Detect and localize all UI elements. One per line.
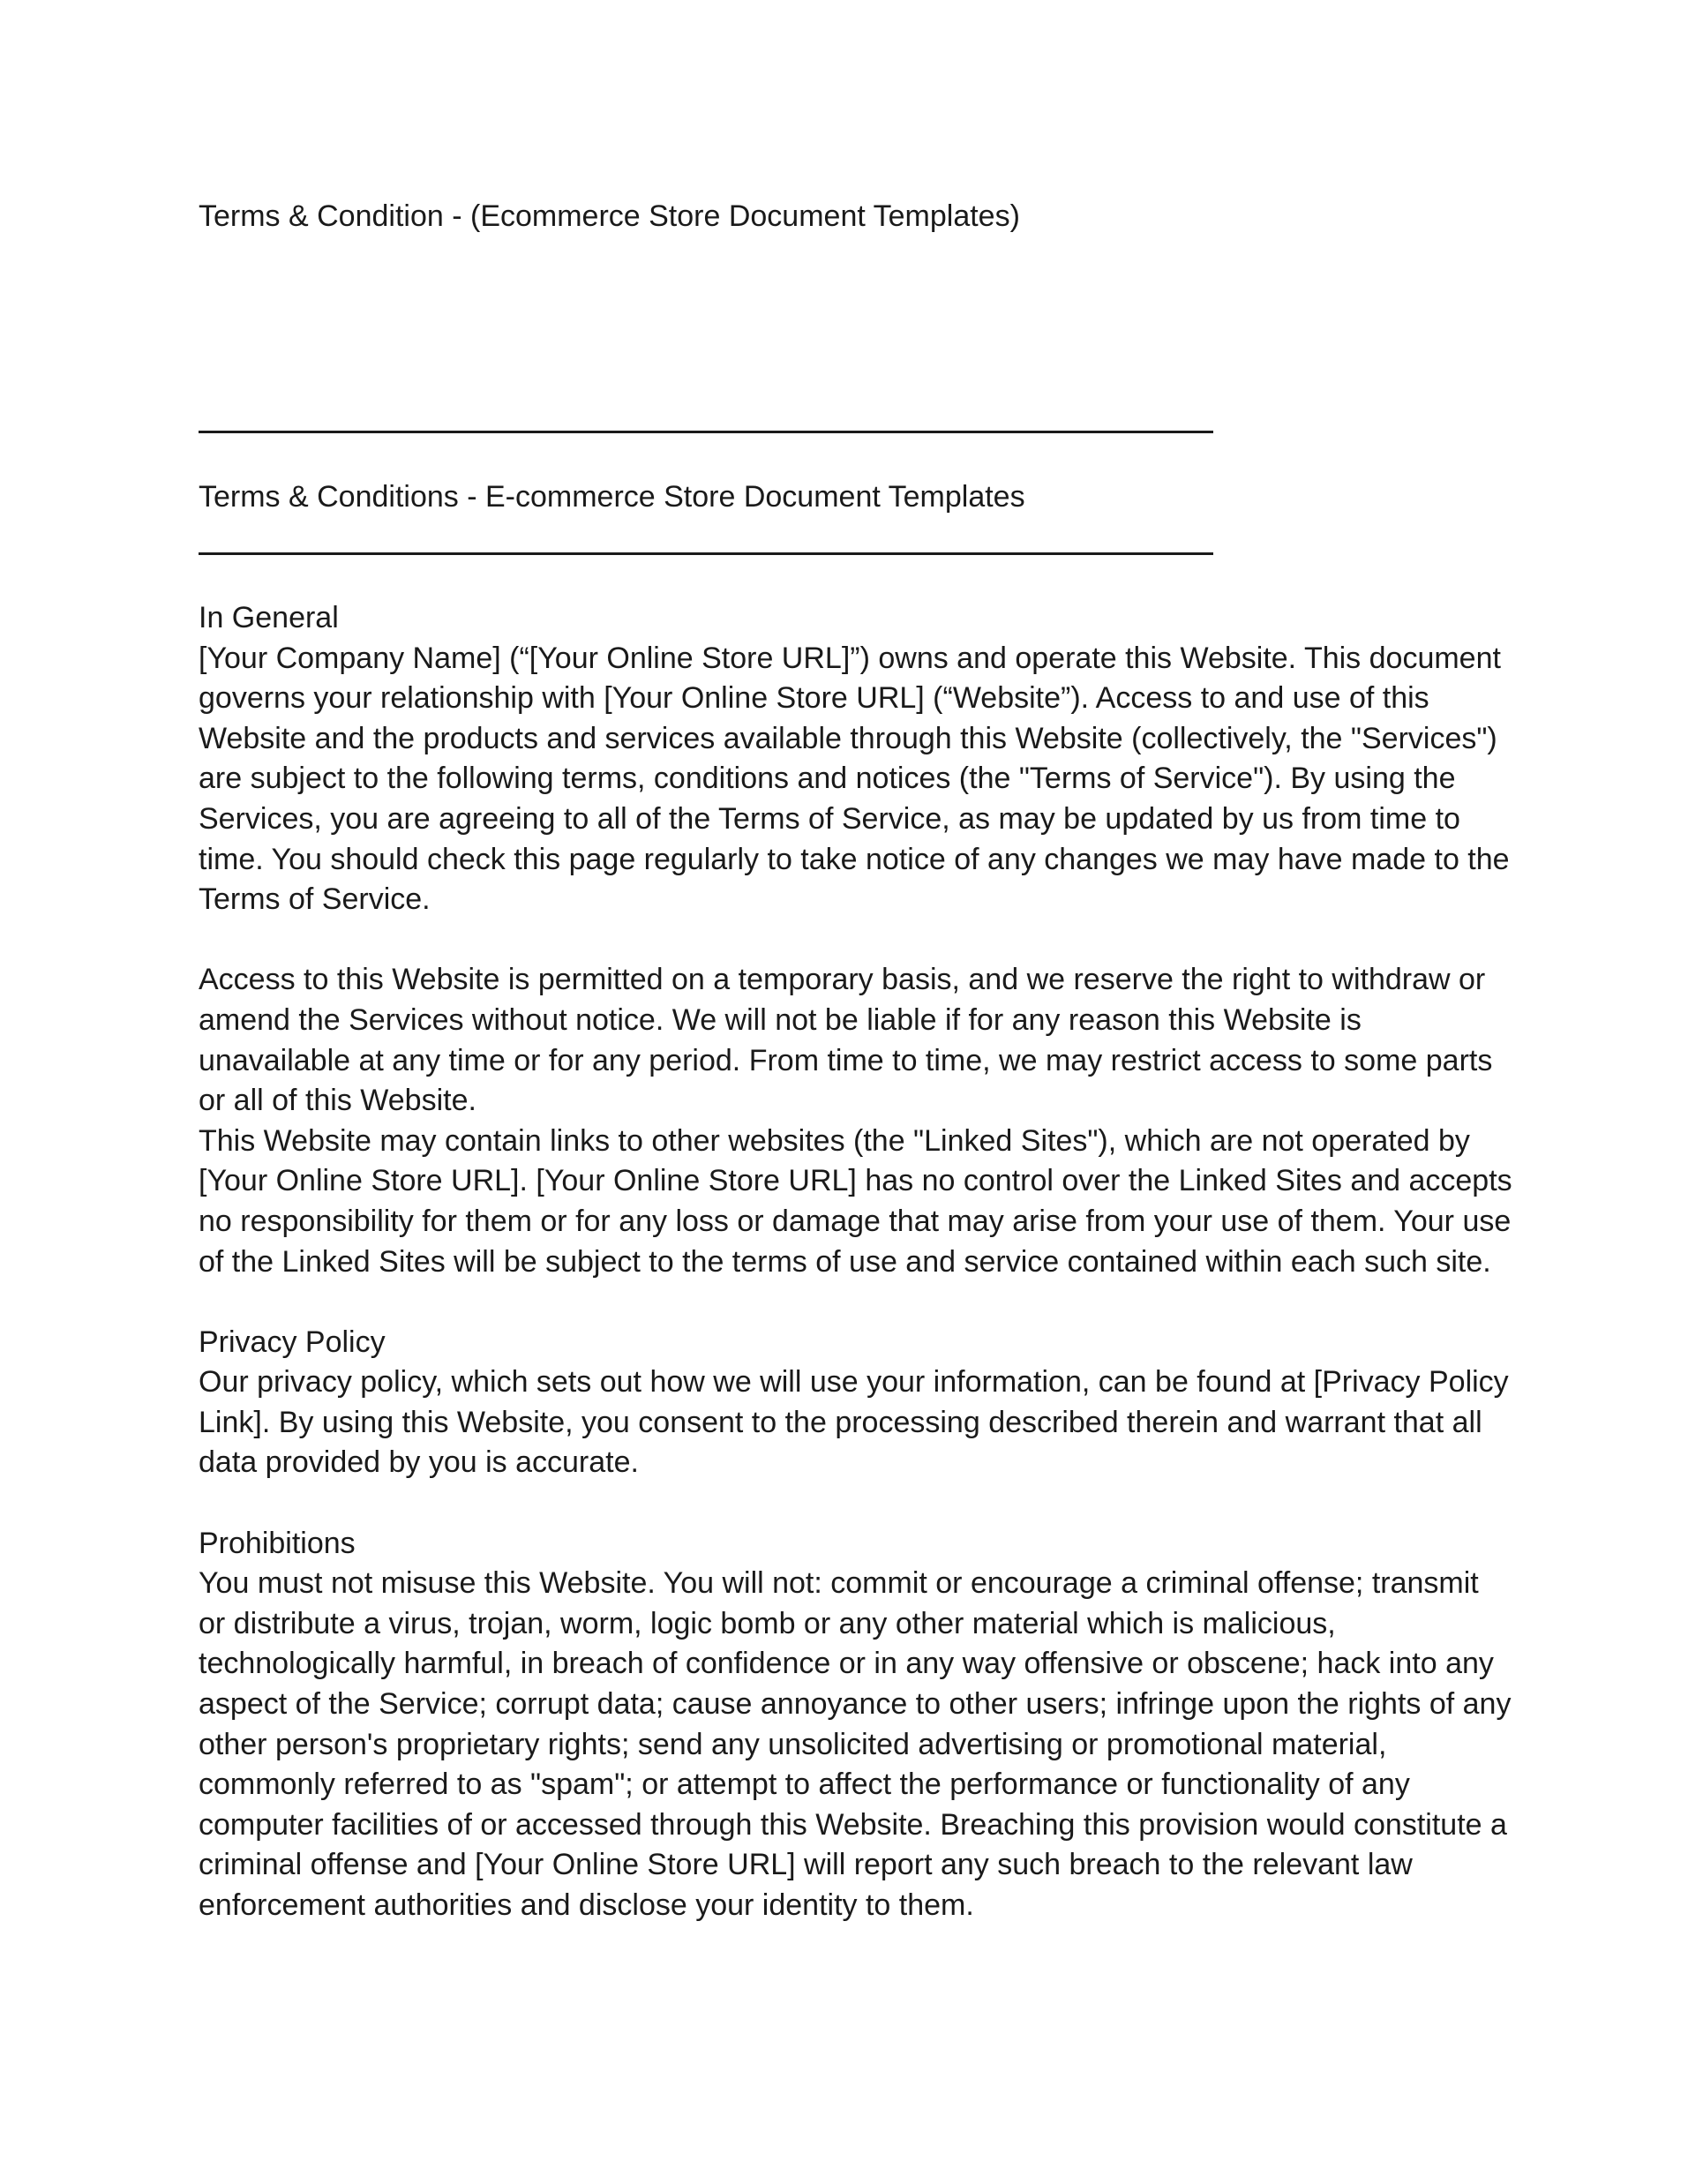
horizontal-rule-top (199, 431, 1213, 433)
paragraph: Our privacy policy, which sets out how we will use your information, can be found at [Privacy Policy Link]. By using this Website, you consent to the processing described therein and warrant that all data provided by you is accurate. (199, 1365, 1509, 1480)
document-body (199, 598, 1513, 1966)
section-heading: In General (199, 601, 339, 634)
section-prohibitions (199, 1524, 1513, 1926)
paragraph: Access to this Website is permitted on a temporary basis, and we reserve the right to withdraw or amend the Services without notice. We will not be liable if for any reason this Website is unavailable at any time or for any period. From time to time, we may restrict access to some parts or all of this Website. (199, 963, 1493, 1118)
paragraph: You must not misuse this Website. You will not: commit or encourage a criminal offense; transmit or distribute a virus, trojan, worm, logic bomb or any other material which is malicious, technologically harmful, in breach of confidence or in any way offensive or obscene; hack into any aspect of the Service; corrupt data; cause annoyance to other users; infringe upon the rights of any other person's proprietary rights; send any unsolicited advertising or promotional material, commonly referred to as "spam"; or attempt to affect the performance or functionality of any computer facilities of or accessed through this Website. Breaching this provision would constitute a criminal offense and [Your Online Store URL] will report any such breach to the relevant law enforcement authorities and disclose your identity to them. (199, 1566, 1512, 1922)
section-privacy-policy (199, 1323, 1513, 1483)
document-subtitle: Terms & Conditions - E-commerce Store Document Templates (199, 480, 1025, 514)
section-heading: Privacy Policy (199, 1325, 386, 1359)
document-title: Terms & Condition - (Ecommerce Store Document Templates) (199, 199, 1020, 233)
paragraph: This Website may contain links to other websites (the "Linked Sites"), which are not operated by [Your Online Store URL]. [Your Online Store URL] has no control over the Linked Sites and accepts no responsibility for them or for any loss or damage that may arise from your use of them. Your use of the Linked Sites will be subject to the terms of use and service contained within each such site. (199, 1123, 1512, 1279)
horizontal-rule-bottom (199, 552, 1213, 555)
paragraph: [Your Company Name] (“[Your Online Store URL]”) owns and operate this Website. This document governs your relationship with [Your Online Store URL] (“Website”). Access to and use of this Website and the products and services available through this Website (collectively, the "Services") are subject to the following terms, conditions and notices (the "Terms of Service"). By using the Services, you are agreeing to all of the Terms of Service, as may be updated by us from time to time. You should check this page regularly to take notice of any changes we may have made to the Terms of Service. (199, 641, 1510, 917)
document-page (199, 0, 1513, 2184)
section-in-general (199, 598, 1513, 1282)
section-heading: Prohibitions (199, 1526, 356, 1560)
